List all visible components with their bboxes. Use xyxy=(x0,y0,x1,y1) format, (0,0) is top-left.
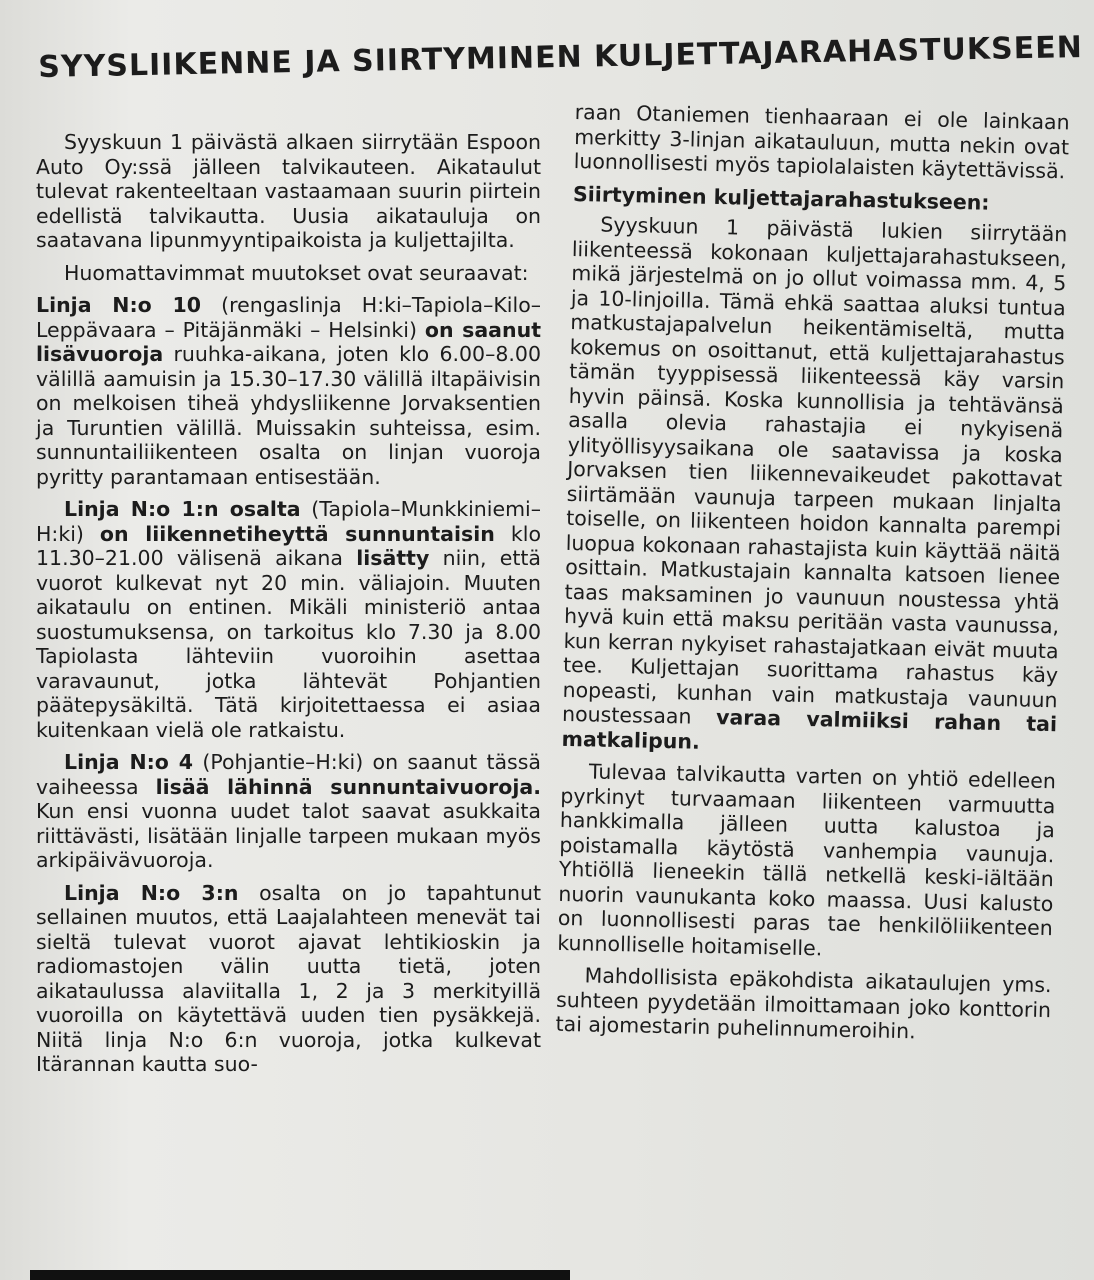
paragraph-fleet: Tulevaa talvikautta varten on yhtiö edelleen pyrkinyt turvaamaan liikenteen varmuutta hankkimalla jälleen uutta kalustoa ja poistamalla käytöstä vanhempia vaunuja. Yhtiöllä lieneekin tällä netkellä keski-iältään nuorin vaunukanta koko maassa. Uusi kalusto on luonnollisesti paras tae henkilöliikenteen kunnolliselle hoitamiselle. xyxy=(557,759,1057,960)
line-3-text: osalta on jo tapahtunut sellainen muutos, että Laajalahteen menevät tai sieltä tulevat vuorot ajavat lehtikioskin ja radiomastojen välin uutta tietä, joten aikataulussa alaviitalla 1, 2 ja 3 merkityillä vuoroilla on käytettävä uuden tien pysäkkejä. Niitä linja N:o 6:n vuoroja, jotka kulkevat Itärannan kautta suo- xyxy=(36,880,541,1076)
line-10-heading: Linja N:o 10 xyxy=(36,293,202,317)
line-10-text-1: (rengaslinja H:ki–Tapiola–Kilo–Leppävaara – Pitäjänmäki – Helsinki) xyxy=(36,293,541,342)
line-3-heading: Linja N:o 3:n xyxy=(64,880,239,905)
bottom-rule xyxy=(30,1270,570,1280)
line-1-text-1: (Tapiola–Munkkiniemi–H:ki) xyxy=(36,497,542,546)
paragraph-continuation: raan Otaniemen tienhaaraan ei ole lainkaan merkitty 3-linjan aikatauluun, mutta nekin ovat luonnollisesti myös tapiolalaisten käytettävissä. xyxy=(573,100,1070,184)
paragraph-intro: Syyskuun 1 päivästä alkaen siirrytään Espoon Auto Oy:ssä jälleen talvikauteen. Aikataulut tulevat rakenteeltaan vastaamaan suurin piirtein edellistä talvikautta. Uusia aikatauluja on saatavana lipunmyyntipaikoista ja kuljettajilta. xyxy=(36,130,541,252)
line-4-heading: Linja N:o 4 xyxy=(64,750,194,774)
paragraph-changes-lead: Huomattavimmat muutokset ovat seuraavat: xyxy=(64,260,529,285)
paragraph-fare-collection xyxy=(561,212,1067,761)
right-column xyxy=(555,100,1070,1055)
line-4-emphasis: lisää lähinnä sunnuntaivuoroja. xyxy=(155,774,541,799)
fare-collection-text: Syyskuun 1 päivästä lukien siirrytään liikenteessä kokonaan kuljettajarahastukseen, mikä järjestelmä on jo ollut voimassa mm. 4, 5 ja 10-linjoilla. Tämä ehkä saattaa aluksi tuntua matkustajapalvelun heikentämiseltä, mutta kokemus on osoittanut, että kuljettajarahastus tämän tyyppisessä liikenteessä käy varsin hyvin päinsä. Koska kunnollisia ja tehtävänsä asalla olevia rahastajia ei nykyisenä ylityöllisyysaikana ole saatavissa ja koska Jorvaksen tien liikennevaikeudet pakottavat siirtämään vaunuja tarpeen mukaan linjalta toiselle, on liikenteen hoidon kannalta parempi luopua kokonaan rahastajista kuin käyttää näitä osittain. Matkustajain kannalta katsoen lienee taas maksaminen jo vaunuun noustessa yhtä hyvä kuin että maksu peritään vasta vaunussa, kun kerran nykyiset rahastajatkaan eivät muuta tee. Kuljettajan suorittama rahastus käy nopeasti, kunhan vain matkustaja vaunuun noustessaan xyxy=(561,212,1068,730)
line-1-text-2: klo 11.30–21.00 välisenä aikana xyxy=(36,521,541,570)
paragraph-line-3 xyxy=(36,881,541,1077)
line-1-emphasis-1: on liikennetiheyttä sunnuntaisin xyxy=(99,521,495,546)
line-1-heading: Linja N:o 1:n osalta xyxy=(64,497,301,521)
line-1-text-3: niin, että vuorot kulkevat nyt 20 min. väliajoin. Muuten aikataulu on entinen. Mikäli ministeriö antaa suostumuksensa, on tarkoitus klo 7.30 ja 8.00 Tapiolasta lähteviin vuoroihin asettaa varavaunut, jotka lähtevät Pohjantien päätepysäkiltä. Tätä kirjoitettaessa ei asiaa kuitenkaan vielä ole ratkaistu. xyxy=(36,546,541,742)
line-10-emphasis: on saanut lisävuoroja xyxy=(36,317,541,366)
line-10-text-2: ruuhka-aikana, joten klo 6.00–8.00 välillä aamuisin ja 15.30–17.30 välillä iltapäivisin on melkoisen tiheä yhdysliikenne Jorvaksentien ja Turuntien välillä. Muissakin suhteissa, esim. sunnuntailiikenteen osalta on linjan vuoroja pyritty parantamaan entisestään. xyxy=(36,342,541,489)
paragraph-line-4 xyxy=(36,750,541,873)
paragraph-complaints: Mahdollisista epäkohdista aikataulujen yms. suhteen pyydetään ilmoittamaan joko konttorin tai ajomestarin puhelinnumeroihin. xyxy=(555,963,1052,1044)
section-subheading: Siirtyminen kuljettajarahastukseen: xyxy=(572,181,990,215)
article-headline: SYYSLIIKENNE JA SIIRTYMINEN KULJETTAJARAHASTUKSEEN xyxy=(38,30,1084,86)
paragraph-line-10 xyxy=(36,293,541,489)
line-4-text-1: (Pohjantie–H:ki) on saanut tässä vaiheessa xyxy=(36,750,541,799)
paragraph-line-1 xyxy=(36,497,541,742)
fare-collection-emphasis: varaa valmiiksi rahan tai matkalipun. xyxy=(561,705,1058,754)
line-4-text-2: Kun ensi vuonna uudet talot saavat asukkaita riittävästi, lisätään linjalle tarpeen mukaan myös arkipäivävuoroja. xyxy=(36,799,541,872)
line-1-emphasis-2: lisätty xyxy=(356,546,430,570)
left-column xyxy=(36,100,541,1085)
